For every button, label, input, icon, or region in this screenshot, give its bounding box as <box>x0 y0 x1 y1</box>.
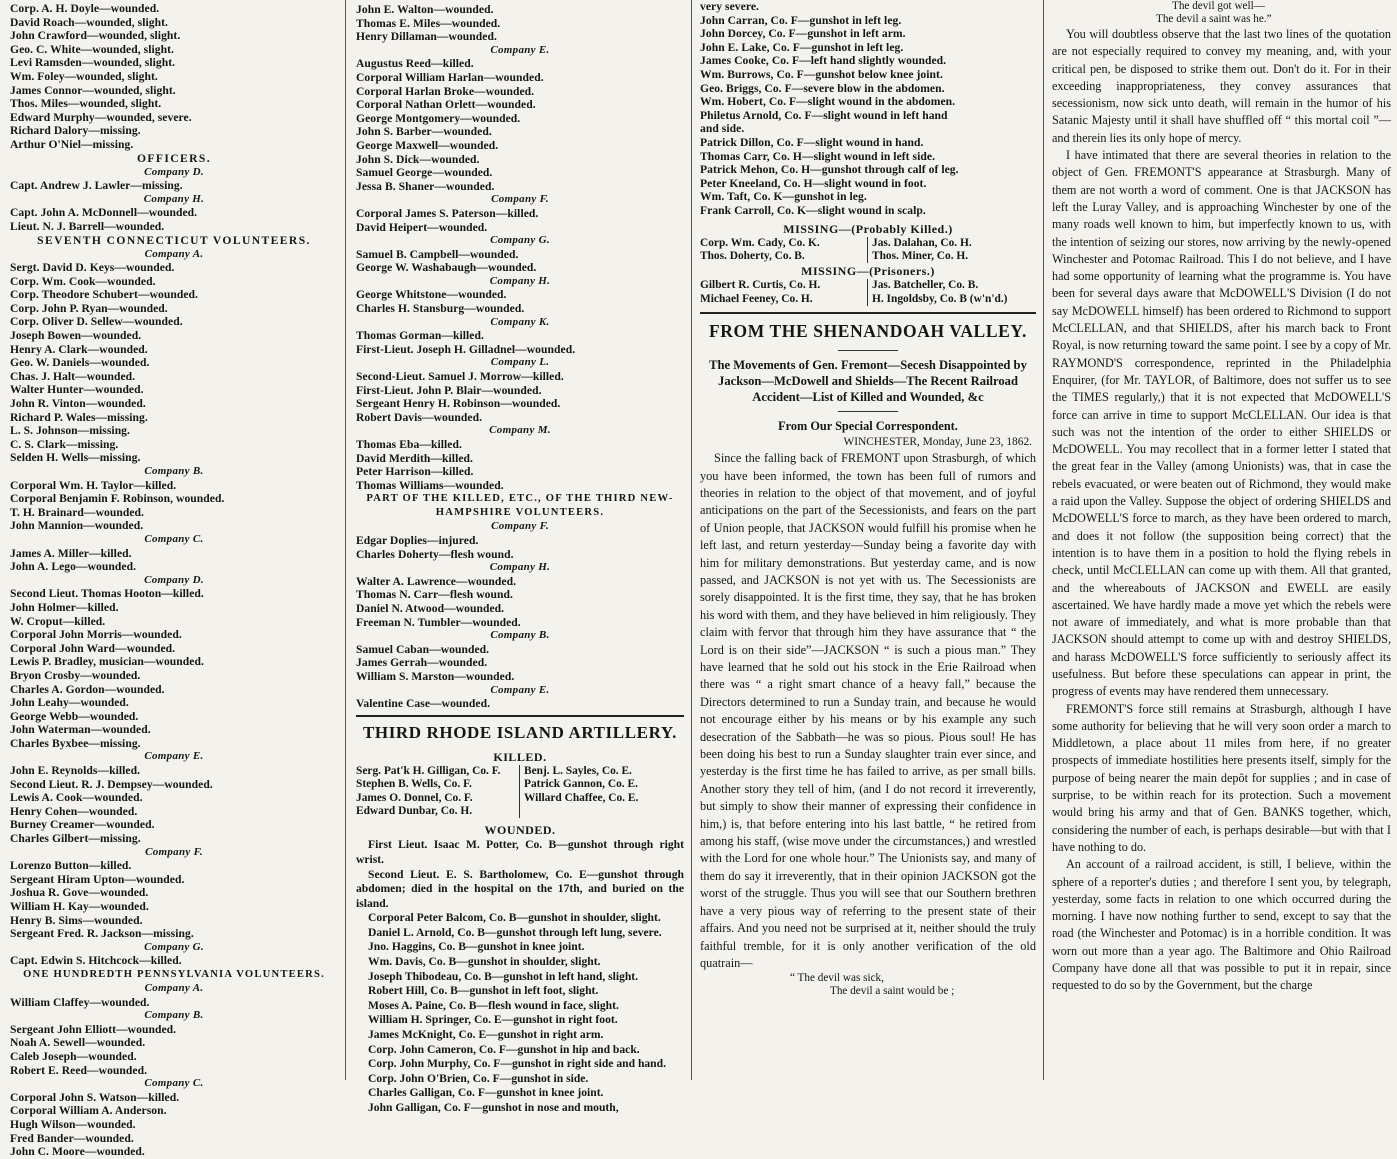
casualty-entry: John S. Barber—wounded. <box>356 125 492 139</box>
article-paragraph: I have intimated that there are several theories in relation to the object of Gen. FREMONT'S appearance at Strasburgh. Many of them are not worth a word of comment. One is that JACKSON has left the Luray Valley, and is approaching Winchester by one of the many roads well known to him, but imperfectly known to us, with the intention of seizing our stores, now arriving by the newly-opened Winchester and Potomac Railroad. This I do not believe, and I have had some opportunity of learning what the programme is. You have been for several days aware that McDOWELL'S Division (I do not say McDOWELL himself) has been ordered to Richmond to support McCLELLAN, and that SHIELDS, after his march back to Front Royal, is now returning toward the same point. I see by a copy of Mr. RAYMOND'S correspondence, reprinted in the Philadelphia Enquirer, (for Mr. TAYLOR, of Baltimore, does not suffer us to see the TIMES regularly,) that it is not expected that McDOWELL'S force can arrive in time to support McCLELLAN. Our idea is that such was not the intention of the order to either SHIELDS or McDOWELL. You may recollect that in a former letter I stated that the great fear in the Valley (among Unionists) was, that in case the rebels evacuated, or were beaten out of Richmond, they would make a raid upon the Valley. Suppose the object of ordering SHIELDS and McDOWELL'S force to march, as they have been ordered to march, and does it not follow (the supposition being correct) that the intention is to have them in a position to hold the flying rebels in check, until McCLELLAN can come up with them. All that granted, and the whereabouts of JACKSON and EWELL are easily ascertained. We have hardly made a move yet which the rebels were not aware of immediately, and what is more probable than that JACKSON should attempt to come up with and destroy SHIELDS, and harass McDOWELL'S force sufficiently to seriously affect its usefulness. But before these speculations can appear in print, the progress of events may have rendered them unnecessary. <box>1052 148 1391 699</box>
wounded-entry: Robert Hill, Co. B—gunshot in left foot, slight. <box>368 984 599 998</box>
casualty-entry: David Merdith—killed. <box>356 451 473 465</box>
casualty-entry: Samuel George—wounded. <box>356 166 493 180</box>
company-heading: Company L. <box>490 356 550 369</box>
missing-entry: Thos. Doherty, Co. B. <box>700 249 805 262</box>
casualty-entry: Second Lieut. R. J. Dempsey—wounded. <box>10 777 213 791</box>
casualty-entry: C. S. Clark—missing. <box>10 437 119 451</box>
column-3 <box>694 0 1040 1080</box>
column-2-casualty-list <box>348 0 688 1114</box>
casualty-entry: Sergeant Fred. R. Jackson—missing. <box>10 927 194 941</box>
company-heading: Company H. <box>489 274 551 287</box>
company-heading: Company A. <box>144 247 204 260</box>
casualty-entry: Edward Murphy—wounded, severe. <box>10 110 192 124</box>
wounded-entry: John Dorcey, Co. F—gunshot in left arm. <box>700 27 906 41</box>
wounded-entry: Charles Galligan, Co. F—gunshot in knee joint. <box>368 1086 604 1100</box>
company-heading: Company F. <box>145 845 203 858</box>
prisoners-right-list <box>868 279 1036 306</box>
verse-line-4: The devil a saint was he.” <box>1156 13 1272 25</box>
company-heading: Company D. <box>144 165 204 178</box>
killed-entry: Edward Dunbar, Co. H. <box>356 804 473 817</box>
casualty-entry: Corp. Wm. Cook—wounded. <box>10 274 156 288</box>
casualty-entry: George W. Washabaugh—wounded. <box>356 261 537 275</box>
company-heading: Company F. <box>491 520 549 533</box>
company-heading: Company B. <box>144 1009 204 1022</box>
wounded-label: WOUNDED. <box>484 823 556 838</box>
wounded-entry: James McKnight, Co. E—gunshot in right arm. <box>368 1028 604 1042</box>
casualty-entry: Geo. C. White—wounded, slight. <box>10 42 174 56</box>
company-heading: Company A. <box>144 981 204 994</box>
casualty-entry: Corporal Harlan Broke—wounded. <box>356 84 535 98</box>
casualty-entry: David Roach—wounded, slight. <box>10 15 168 29</box>
casualty-entry: Geo. W. Daniels—wounded. <box>10 356 150 370</box>
casualty-entry: Lieut. N. J. Barrell—wounded. <box>10 219 165 233</box>
casualty-entry: Corp. A. H. Doyle—wounded. <box>10 2 160 15</box>
casualty-entry: First-Lieut. Joseph H. Gilladnel—wounded. <box>356 342 576 356</box>
missing-prisoners-table <box>700 279 1036 306</box>
killed-entry: Serg. Pat'k H. Gilligan, Co. F. <box>356 764 501 777</box>
casualty-entry: Corporal Benjamin F. Robinson, wounded. <box>10 492 225 506</box>
casualty-entry: John E. Reynolds—killed. <box>10 764 141 778</box>
casualty-entry: Corporal Wm. H. Taylor—killed. <box>10 478 177 492</box>
casualty-entry: Noah A. Sewell—wounded. <box>10 1036 146 1050</box>
company-heading: Company B. <box>144 465 204 477</box>
casualty-entry: First-Lieut. John P. Blair—wounded. <box>356 383 542 397</box>
casualty-entry: Selden H. Wells—missing. <box>10 451 141 465</box>
casualty-entry: Second Lieut. Thomas Hooton—killed. <box>10 587 204 601</box>
casualty-entry: John R. Vinton—wounded. <box>10 397 146 411</box>
casualty-entry: Bryon Crosby—wounded. <box>10 668 141 682</box>
casualty-entry: James Connor—wounded, slight. <box>10 83 176 97</box>
missing-prisoners-label: MISSING—(Prisoners.) <box>801 264 935 279</box>
dateline: WINCHESTER, Monday, June 23, 1862. <box>843 436 1032 449</box>
prisoner-entry: H. Ingoldsby, Co. B (w'n'd.) <box>872 292 1008 305</box>
casualty-entry: Corporal James S. Paterson—killed. <box>356 206 539 220</box>
casualty-entry: Burney Creamer—wounded. <box>10 818 155 832</box>
killed-entry: Willard Chaffee, Co. E. <box>524 791 639 804</box>
wounded-entry: and side. <box>700 122 745 136</box>
company-heading: Company C. <box>144 1077 204 1090</box>
wounded-entry: Peter Kneeland, Co. H—slight wound in foot. <box>700 176 927 190</box>
casualty-entry: John A. Lego—wounded. <box>10 560 137 574</box>
casualty-entry: Daniel N. Atwood—wounded. <box>356 601 505 615</box>
missing-probably-killed-table <box>700 237 1036 264</box>
column-4 <box>1046 0 1397 1080</box>
casualty-entry: Richard Dalory—missing. <box>10 124 141 138</box>
casualty-entry: John Leahy—wounded. <box>10 696 129 710</box>
casualty-entry: Hugh Wilson—wounded. <box>10 1117 136 1131</box>
killed-entry: Benj. L. Sayles, Co. E. <box>524 764 632 777</box>
article-paragraph: You will doubtless observe that the last two lines of the quotation are not especially required to convey my meaning, and, with your critical pen, be disposed to strike them out. Don't do it. For in their exceeding inappropriateness, they convey assurances that secessionism, now sick unto death, will remain in the humor of his Satanic Majesty until it shall have shuffled off “ this mortal coil ”—and therein lies its only hope of mercy. <box>1052 27 1391 145</box>
wounded-entry: Corp. John Murphy, Co. F—gunshot in right side and hand. <box>368 1057 666 1071</box>
casualty-entry: Charles Doherty—flesh wound. <box>356 547 514 561</box>
missing-entry: Jas. Dalahan, Co. H. <box>872 236 972 249</box>
company-heading: Company F. <box>491 193 549 206</box>
wounded-entry: Frank Carroll, Co. K—slight wound in scalp. <box>700 203 926 217</box>
company-heading: Company M. <box>489 424 551 437</box>
article-body-col3 <box>700 450 1036 972</box>
casualty-entry: Arthur O'Niel—missing. <box>10 137 134 151</box>
column-1-casualty-list <box>0 0 342 1159</box>
casualty-entry: Robert E. Reed—wounded. <box>10 1063 148 1077</box>
wounded-entry: Jno. Haggins, Co. B—gunshot in knee joint. <box>368 940 585 954</box>
casualty-entry: Lorenzo Button—killed. <box>10 859 132 873</box>
column-divider <box>345 0 346 1080</box>
casualty-list-continued <box>356 3 684 711</box>
casualty-entry: Charles Byxbee—missing. <box>10 736 141 750</box>
casualty-entry: Thomas Williams—wounded. <box>356 478 504 492</box>
casualty-entry: Corporal William Harlan—wounded. <box>356 70 544 84</box>
casualty-entry: Henry A. Clark—wounded. <box>10 342 148 356</box>
article-deck: The Movements of Gen. Fremont—Secesh Disappointed by Jackson—McDowell and Shields—The Recent Railroad Accident—List of Killed and Wounded, &c <box>709 358 1027 405</box>
artillery-killed-table <box>356 765 684 819</box>
casualty-entry: L. S. Johnson—missing. <box>10 424 130 438</box>
casualty-entry: W. Croput—killed. <box>10 614 106 628</box>
missing-entry: Corp. Wm. Cady, Co. K. <box>700 236 820 249</box>
wounded-entry: Patrick Mehon, Co. H—gunshot through calf of leg. <box>700 163 959 177</box>
company-heading: Company E. <box>144 750 204 763</box>
company-heading: Company C. <box>144 532 204 545</box>
casualty-entry: John Crawford—wounded, slight. <box>10 29 181 43</box>
missing-entry: Thos. Miner, Co. H. <box>872 249 969 262</box>
casualty-entry: Walter A. Lawrence—wounded. <box>356 574 517 588</box>
company-heading: Company H. <box>143 192 205 205</box>
killed-entry: Stephen B. Wells, Co. F. <box>356 778 472 791</box>
prisoner-entry: Jas. Batcheller, Co. B. <box>872 279 979 292</box>
artillery-wounded-list <box>356 838 684 1115</box>
wounded-entry: Wm. Burrows, Co. F—gunshot below knee joint. <box>700 67 943 81</box>
casualty-entry: Augustus Reed—killed. <box>356 57 474 71</box>
casualty-entry: Joseph Bowen—wounded. <box>10 329 142 343</box>
casualty-entry: Samuel B. Campbell—wounded. <box>356 247 519 261</box>
casualty-entry: John S. Dick—wounded. <box>356 152 480 166</box>
casualty-entry: Charles Gilbert—missing. <box>10 832 141 846</box>
company-heading: Company E. <box>490 43 550 56</box>
casualty-entry: Robert Davis—wounded. <box>356 410 483 424</box>
prisoner-entry: Michael Feeney, Co. H. <box>700 292 813 305</box>
regiment-heading: OFFICERS. <box>136 151 212 165</box>
missing-left-list <box>700 237 868 264</box>
casualty-entry: Chas. J. Halt—wounded. <box>10 369 136 383</box>
casualty-entry: Thomas N. Carr—flesh wound. <box>356 588 513 602</box>
casualty-entry: David Heipert—wounded. <box>356 220 488 234</box>
article-paragraph: Since the falling back of FREMONT upon Strasburgh, of which you have been informed, the town has been full of rumors and theories in relation to the object of that movement, and of joyful anticipations on the part of the Secessionists, and fears on the part of Union people, that JACKSON would fulfill his promise when he left last, and return yesterday—Sunday being a favorite day with him for military demonstrations. But yesterday came, and is now passed, and JACKSON is not yet with us. The Secessionists are sorely disappointed. It is the first time, they say, that he has broken his word with them, and they have believed in him religiously. They claim with fervor that through him they have assurance that “ the Lord is on their side”—JACKSON “ is such a pious man.” They have learned that he sold out his stock in the Erie Railroad when there was “ a right smart chance of a heavy fall,” because the Directors determined to run a Sunday train, and because he would not encourage either by his means or by his example any such desecration of the Sabbath—he was so pious. Pious soul! He has been doing his best to run a Sunday slaughter train ever since, and yesterday is the first time he has failed to arrive, as per small bills. Another story they tell of him, (and I do not record it irreverently, but simply to show their manner of expressing their confidence in him,) is, that before entering into his last battle, “ he retired from among his staff, (wise move under the circumstances,) and wrestled with the Lord for one whole hour.” The Unionists say, and many of them do say it irreverently, that in their opinion JACKSON got the worst of the struggle. Thus you will see that our Southern brethren have a very pious way of referring to the present state of their affairs. And you need not be surprised at it, neither should the truly faithful tremble, for it is only another verification of the old quatrain— <box>700 451 1036 970</box>
casualty-entry: Corporal John Morris—wounded. <box>10 628 182 642</box>
artillery-heading: THIRD RHODE ISLAND ARTILLERY. <box>356 715 684 743</box>
casualty-entry: Richard P. Wales—missing. <box>10 410 148 424</box>
company-heading: Company G. <box>144 940 204 953</box>
casualty-entry: George Maxwell—wounded. <box>356 138 499 152</box>
casualty-entry: Corporal Nathan Orlett—wounded. <box>356 98 536 112</box>
casualty-entry: Thomas E. Miles—wounded. <box>356 16 501 30</box>
casualty-entry: John C. Moore—wounded. <box>10 1145 145 1159</box>
regiment-heading: SEVENTH CONNECTICUT VOLUNTEERS. <box>37 233 311 247</box>
missing-probably-killed-label: MISSING—(Probably Killed.) <box>783 221 953 236</box>
casualty-entry: Levi Ramsden—wounded, slight. <box>10 56 176 70</box>
wounded-entry: First Lieut. Isaac M. Potter, Co. B—gunshot through right wrist. <box>356 838 684 866</box>
casualty-entry: John Waterman—wounded. <box>10 723 151 737</box>
wounded-entry: Patrick Dillon, Co. F—slight wound in hand. <box>700 135 924 149</box>
casualty-entry: John Holmer—killed. <box>10 600 119 614</box>
casualty-entry: John E. Walton—wounded. <box>356 3 494 16</box>
casualty-entry: Henry Dillaman—wounded. <box>356 30 497 44</box>
casualty-entry: William S. Marston—wounded. <box>356 669 515 683</box>
company-heading: Company H. <box>489 561 551 574</box>
wounded-entry: Second Lieut. E. S. Bartholomew, Co. E—gunshot through abdomen; died in the hospital on the 17th, and buried on the island. <box>356 867 684 910</box>
casualty-entry: Charles H. Stansburg—wounded. <box>356 302 525 316</box>
casualty-entry: Thos. Miles—wounded, slight. <box>10 97 162 111</box>
casualty-entry: Thomas Eba—killed. <box>356 438 462 451</box>
killed-entry: Patrick Gannon, Co. E. <box>524 778 638 791</box>
verse-line-3: The devil got well— <box>1172 0 1265 12</box>
killed-entry <box>524 805 684 818</box>
deck-rule <box>838 411 898 412</box>
casualty-entry: Corp. Oliver D. Sellew—wounded. <box>10 315 183 329</box>
casualty-entry: John Mannion—wounded. <box>10 519 144 533</box>
wounded-entry: James Cooke, Co. F—left hand slightly wounded. <box>700 54 947 68</box>
casualty-entry: Sergeant Hiram Upton—wounded. <box>10 872 185 886</box>
casualty-entry: Capt. John A. McDonnell—wounded. <box>10 206 198 220</box>
casualty-entry: Sergeant John Elliott—wounded. <box>10 1022 177 1036</box>
killed-label: KILLED. <box>493 749 547 764</box>
casualty-entry: Corp. Theodore Schubert—wounded. <box>10 288 198 302</box>
casualty-entry: Edgar Doplies—injured. <box>356 533 479 547</box>
casualty-entry: Capt. Andrew J. Lawler—missing. <box>10 179 183 193</box>
casualty-entry: Sergt. David D. Keys—wounded. <box>10 261 175 275</box>
company-heading: Company E. <box>490 683 550 696</box>
company-heading: Company D. <box>144 573 204 586</box>
casualty-entry: Samuel Caban—wounded. <box>356 642 490 656</box>
verse-line-2: The devil a saint would be ; <box>830 985 955 998</box>
casualty-entry: Valentine Case—wounded. <box>356 697 491 711</box>
company-heading: Company B. <box>490 629 550 642</box>
wounded-entry: Joseph Thibodeau, Co. B—gunshot in left hand, slight. <box>368 969 639 983</box>
company-heading: Company G. <box>490 234 550 247</box>
wounded-entry: Wm. Davis, Co. B—gunshot in shoulder, slight. <box>368 955 601 969</box>
wounded-list-continued <box>700 0 1036 218</box>
wounded-entry: Corp. John Cameron, Co. F—gunshot in hip and back. <box>368 1042 640 1056</box>
wounded-entry: Moses A. Paine, Co. B—flesh wound in face, slight. <box>368 998 619 1012</box>
casualty-entry: Corporal William A. Anderson. <box>10 1104 167 1118</box>
casualty-entry: Fred Bander—wounded. <box>10 1131 134 1145</box>
regiment-heading: ONE HUNDREDTH PENNSYLVANIA VOLUNTEERS. <box>23 968 325 980</box>
casualty-entry: Freeman N. Tumbler—wounded. <box>356 615 521 629</box>
killed-left-list <box>356 765 520 819</box>
column-divider <box>1043 0 1044 1080</box>
casualty-entry: Lewis P. Bradley, musician—wounded. <box>10 655 204 669</box>
missing-right-list <box>868 237 1036 264</box>
casualty-entry: Corporal John Ward—wounded. <box>10 641 176 655</box>
casualty-entry: George Webb—wounded. <box>10 709 139 723</box>
casualty-entry: T. H. Brainard—wounded. <box>10 505 144 519</box>
wounded-entry: John E. Lake, Co. F—gunshot in left leg. <box>700 40 904 54</box>
wounded-entry: John Carran, Co. F—gunshot in left leg. <box>700 13 902 27</box>
article-paragraph: FREMONT'S force still remains at Strasburgh, although I have some authority for believing that he will very soon order a march to Middletown, a place about 11 miles from here, if no greater prospects of immediate hostilities here presents itself, simply for the purpose of being nearer the main depôt for supplies ; and in case of surprise, to be within reach for its protection. Such a movement would bring his army and that of Gen. BANKS together, which, considering the number of each, is perhaps desirable—but with that I have nothing to do. <box>1052 701 1391 854</box>
casualty-entry: Corp. John P. Ryan—wounded. <box>10 301 168 315</box>
wounded-entry: Wm. Hobert, Co. F—slight wound in the abdomen. <box>700 95 956 109</box>
casualty-entry: Lewis A. Cook—wounded. <box>10 791 143 805</box>
casualty-entry: William H. Kay—wounded. <box>10 900 149 913</box>
killed-entry: James O. Donnel, Co. F. <box>356 791 473 804</box>
regiment-heading: HAMPSHIRE VOLUNTEERS. <box>435 507 605 519</box>
casualty-entry: Joshua R. Gove—wounded. <box>10 886 149 900</box>
wounded-entry: Wm. Taft, Co. K—gunshot in leg. <box>700 190 867 204</box>
company-heading: Company K. <box>490 315 550 328</box>
correspondent-line: From Our Special Correspondent. <box>778 419 958 434</box>
casualty-entry: Peter Harrison—killed. <box>356 465 474 479</box>
wounded-entry: Daniel L. Arnold, Co. B—gunshot through left lung, severe. <box>368 925 662 939</box>
casualty-entry: George Whitstone—wounded. <box>356 288 507 302</box>
killed-right-list <box>520 765 684 819</box>
article-paragraph: An account of a railroad accident, is still, I believe, within the sphere of a reporter's duties ; and therefore I sent you, by telegraph, yesterday, some facts in relation to one which occurred during the morning. I have now nothing further to send, except to say that the road (the Winchester and Potomac) is in a horrible condition. It was worn out more than a year ago. The Baltimore and Ohio Railroad Company have done all that was possible to put it in repair, since requested to do so by the Government, but the charge <box>1052 857 1391 993</box>
casualty-entry: James Gerrah—wounded. <box>356 656 488 670</box>
casualty-entry: Sergeant Henry H. Robinson—wounded. <box>356 397 561 411</box>
wounded-entry: John Galligan, Co. F—gunshot in nose and mouth, <box>368 1101 619 1114</box>
column-divider <box>691 0 692 1080</box>
casualty-entry: Second-Lieut. Samuel J. Morrow—killed. <box>356 370 564 384</box>
casualty-entry: Walter Hunter—wounded. <box>10 383 144 397</box>
casualty-entry: George Montgomery—wounded. <box>356 111 521 125</box>
casualty-entry: Thomas Gorman—killed. <box>356 329 484 343</box>
headline-rule <box>838 350 898 351</box>
article-body-col4 <box>1052 26 1391 995</box>
article-headline: FROM THE SHENANDOAH VALLEY. <box>700 312 1036 344</box>
casualty-entry: Wm. Foley—wounded, slight. <box>10 69 158 83</box>
casualty-entry: Corporal John S. Watson—killed. <box>10 1090 180 1104</box>
prisoners-left-list <box>700 279 868 306</box>
casualty-entry: Capt. Edwin S. Hitchcock—killed. <box>10 954 182 968</box>
casualty-entry: Jessa B. Shaner—wounded. <box>356 179 495 193</box>
wounded-entry: Geo. Briggs, Co. F—severe blow in the abdomen. <box>700 81 945 95</box>
casualty-entry: William Claffey—wounded. <box>10 995 150 1009</box>
prisoner-entry: Gilbert R. Curtis, Co. H. <box>700 279 821 292</box>
casualty-entry: Henry B. Sims—wounded. <box>10 913 143 927</box>
wounded-entry: Corporal Peter Balcom, Co. B—gunshot in shoulder, slight. <box>368 911 661 925</box>
casualty-entry: James A. Miller—killed. <box>10 546 132 560</box>
wounded-entry: William H. Springer, Co. E—gunshot in right foot. <box>368 1013 618 1027</box>
casualty-entry: Caleb Joseph—wounded. <box>10 1049 137 1063</box>
casualty-entry: Charles A. Gordon—wounded. <box>10 682 165 696</box>
regiment-heading: PART OF THE KILLED, ETC., OF THE THIRD NEW- <box>366 493 674 505</box>
verse-line-1: “ The devil was sick, <box>790 972 884 985</box>
wounded-entry: Thomas Carr, Co. H—slight wound in left side. <box>700 149 936 163</box>
wounded-entry: Philetus Arnold, Co. F—slight wound in left hand <box>700 108 948 122</box>
wounded-entry: very severe. <box>700 0 759 13</box>
wounded-entry: Corp. John O'Brien, Co. F—gunshot in side. <box>368 1071 589 1085</box>
casualty-entry: Henry Cohen—wounded. <box>10 804 138 818</box>
